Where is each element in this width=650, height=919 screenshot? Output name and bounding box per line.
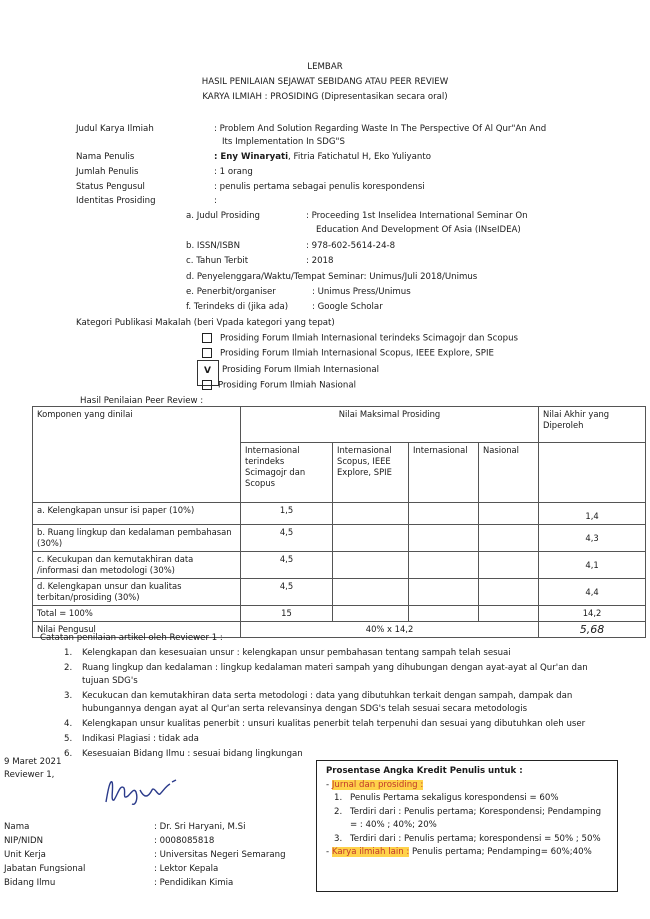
nilai-pengusul-value: 5,68 bbox=[539, 622, 646, 638]
judul-label: Judul Karya Ilmiah bbox=[76, 124, 154, 134]
nama-label: Nama bbox=[4, 822, 30, 832]
doc-subtitle: HASIL PENILAIAN SEJAWAT SEBIDANG ATAU PEER REVIEW bbox=[201, 77, 449, 87]
penulis-label: Nama Penulis bbox=[76, 152, 135, 162]
sub-col-4: Nasional bbox=[479, 443, 539, 503]
table-row-pengusul: Nilai Pengusul 40% x 14,2 5,68 bbox=[33, 622, 646, 638]
kredit-jurnal: - Jurnal dan prosiding : bbox=[326, 780, 424, 790]
prosiding-c-label: c. Tahun Terbit bbox=[186, 256, 249, 266]
penulis-value: : Eny Winaryati, Fitria Fatichatul H, Eko Yuliyanto bbox=[214, 152, 431, 162]
catatan-item-num: 2. bbox=[64, 663, 73, 673]
review-date: 9 Maret 2021 bbox=[4, 757, 62, 767]
checkbox-icon[interactable] bbox=[202, 348, 212, 358]
identitas-value: : bbox=[214, 196, 217, 206]
doc-subtitle-2: KARYA ILMIAH : PROSIDING (Dipresentasikan secara oral) bbox=[202, 92, 448, 102]
bidang-label: Bidang Ilmu bbox=[4, 878, 56, 888]
jumlah-value: : 1 orang bbox=[214, 167, 253, 177]
kredit-item-num: 1. bbox=[334, 793, 343, 803]
prosiding-e-value: : Unimus Press/Unimus bbox=[312, 287, 411, 297]
prosiding-f-label: f. Terindeks di (jika ada) bbox=[186, 302, 289, 312]
table-row: b. Ruang lingkup dan kedalaman pembahasan (30%) 4,5 4,3 bbox=[33, 525, 646, 552]
jumlah-label: Jumlah Penulis bbox=[76, 167, 139, 177]
prosiding-a-value-2: Education And Development Of Asia (INseIDEA) bbox=[316, 225, 521, 235]
review-table bbox=[32, 406, 646, 638]
jabatan-value: : Lektor Kepala bbox=[154, 864, 219, 874]
identitas-label: Identitas Prosiding bbox=[76, 196, 156, 206]
catatan-item-text: hubungannya dengan ayat al Qur'an serta relevansinya dengan SDG's telah sesuai secara metodologis bbox=[82, 704, 528, 714]
kredit-item-text: = : 40% ; 40%; 20% bbox=[350, 820, 437, 830]
bidang-value: : Pendidikan Kimia bbox=[154, 878, 234, 888]
prosiding-e-label: e. Penerbit/organiser bbox=[186, 287, 276, 297]
col-komponen: Komponen yang dinilai bbox=[33, 407, 241, 503]
col-nilai-akhir: Nilai Akhir yang Diperoleh bbox=[539, 407, 646, 443]
prosiding-c-value: : 2018 bbox=[306, 256, 334, 266]
nama-value: : Dr. Sri Haryani, M.Si bbox=[154, 822, 246, 832]
review-title: Hasil Penilaian Peer Review : bbox=[80, 396, 204, 406]
catatan-item-text: tujuan SDG's bbox=[82, 676, 138, 686]
sub-col-2: Internasional Scopus, IEEE Explore, SPIE bbox=[333, 443, 409, 503]
nip-value: : 0008085818 bbox=[154, 836, 215, 846]
sub-col-3: Internasional bbox=[409, 443, 479, 503]
kategori-option-4[interactable]: Prosiding Forum Ilmiah Nasional bbox=[202, 380, 356, 391]
kredit-item-num: 3. bbox=[334, 834, 343, 844]
kredit-title: Prosentase Angka Kredit Penulis untuk : bbox=[326, 766, 523, 776]
catatan-item-num: 3. bbox=[64, 691, 73, 701]
kredit-item-text: Penulis Pertama sekaligus korespondensi = 60% bbox=[350, 793, 559, 803]
catatan-title: Catatan penilaian artikel oleh Reviewer 1 : bbox=[40, 633, 223, 643]
table-row: a. Kelengkapan unsur isi paper (10%) 1,5 1,4 bbox=[33, 503, 646, 525]
prosiding-a-label: a. Judul Prosiding bbox=[186, 211, 260, 221]
catatan-item-num: 1. bbox=[64, 648, 73, 658]
jabatan-label: Jabatan Fungsional bbox=[4, 864, 86, 874]
catatan-item-text: Ruang lingkup dan kedalaman : lingkup kedalaman materi sampah yang dihubungan dengan ayat-ayat al Qur'an dan bbox=[82, 663, 588, 673]
col-nilai-maks: Nilai Maksimal Prosiding bbox=[241, 407, 539, 443]
catatan-item-text: Kesesuaian Bidang Ilmu : sesuai bidang lingkungan bbox=[82, 749, 303, 759]
table-row: d. Kelengkapan unsur dan kualitas terbitan/prosiding (30%) 4,5 4,4 bbox=[33, 579, 646, 606]
judul-value-2: Its Implementation In SDG"S bbox=[222, 137, 345, 147]
status-value: : penulis pertama sebagai penulis korespondensi bbox=[214, 182, 425, 192]
table-row-total: Total = 100% 15 14,2 bbox=[33, 606, 646, 622]
sub-col-1: Internasional terindeks Scimagojr dan Scopus bbox=[241, 443, 333, 503]
kredit-karya: - Karya ilmiah lain : Penulis pertama; Pendamping= 60%;40% bbox=[326, 847, 592, 857]
kredit-item-num: 2. bbox=[334, 807, 343, 817]
doc-title: LEMBAR bbox=[307, 62, 343, 72]
nip-label: NIP/NIDN bbox=[4, 836, 44, 846]
catatan-item-num: 6. bbox=[64, 749, 73, 759]
kategori-option-3: Prosiding Forum Ilmiah Internasional bbox=[222, 365, 380, 375]
catatan-item-text: Kelengkapan dan kesesuaian unsur : kelengkapan unsur pembahasan tentang sampah telah sesuai bbox=[82, 648, 511, 658]
check-mark: V bbox=[204, 366, 211, 376]
checkbox-icon[interactable] bbox=[202, 333, 212, 343]
checkbox-icon[interactable] bbox=[202, 380, 212, 390]
catatan-item-text: Indikasi Plagiasi : tidak ada bbox=[82, 734, 199, 744]
unit-value: : Universitas Negeri Semarang bbox=[154, 850, 286, 860]
judul-value: : Problem And Solution Regarding Waste In The Perspective Of Al Qur"An And bbox=[214, 124, 547, 134]
catatan-item-text: Kecukucan dan kemutakhiran data serta metodologi : data yang dibutuhkan terkait dengan sampah, dampak dan bbox=[82, 691, 573, 701]
prosiding-b-value: : 978-602-5614-24-8 bbox=[306, 241, 396, 251]
signature-icon bbox=[100, 772, 190, 812]
prosiding-b-label: b. ISSN/ISBN bbox=[186, 241, 241, 251]
prosiding-d: d. Penyelenggara/Waktu/Tempat Seminar: Unimus/Juli 2018/Unimus bbox=[186, 272, 478, 282]
catatan-item-text: Kelengkapan unsur kualitas penerbit : unsuri kualitas penerbit telah terpenuhi dan sesuai yang dibutuhkan oleh user bbox=[82, 719, 586, 729]
kredit-item-text: Terdiri dari : Penulis pertama; Korespondensi; Pendamping bbox=[350, 807, 602, 817]
status-label: Status Pengusul bbox=[76, 182, 145, 192]
unit-label: Unit Kerja bbox=[4, 850, 46, 860]
table-row: c. Kecukupan dan kemutakhiran data /informasi dan metodologi (30%) 4,5 4,1 bbox=[33, 552, 646, 579]
kategori-label: Kategori Publikasi Makalah (beri Vpada kategori yang tepat) bbox=[76, 318, 335, 328]
prosiding-f-value: : Google Scholar bbox=[312, 302, 383, 312]
catatan-item-num: 4. bbox=[64, 719, 73, 729]
reviewer-label: Reviewer 1, bbox=[4, 770, 55, 780]
catatan-item-num: 5. bbox=[64, 734, 73, 744]
prosiding-a-value: : Proceeding 1st Inselidea International Seminar On bbox=[306, 211, 528, 221]
kategori-option-2[interactable]: Prosiding Forum Ilmiah Internasional Scopus, IEEE Explore, SPIE bbox=[202, 348, 494, 359]
kredit-item-text: Terdiri dari : Penulis pertama; korespondensi = 50% ; 50% bbox=[350, 834, 601, 844]
kategori-option-1[interactable]: Prosiding Forum Ilmiah Internasional terindeks Scimagojr dan Scopus bbox=[202, 333, 518, 344]
